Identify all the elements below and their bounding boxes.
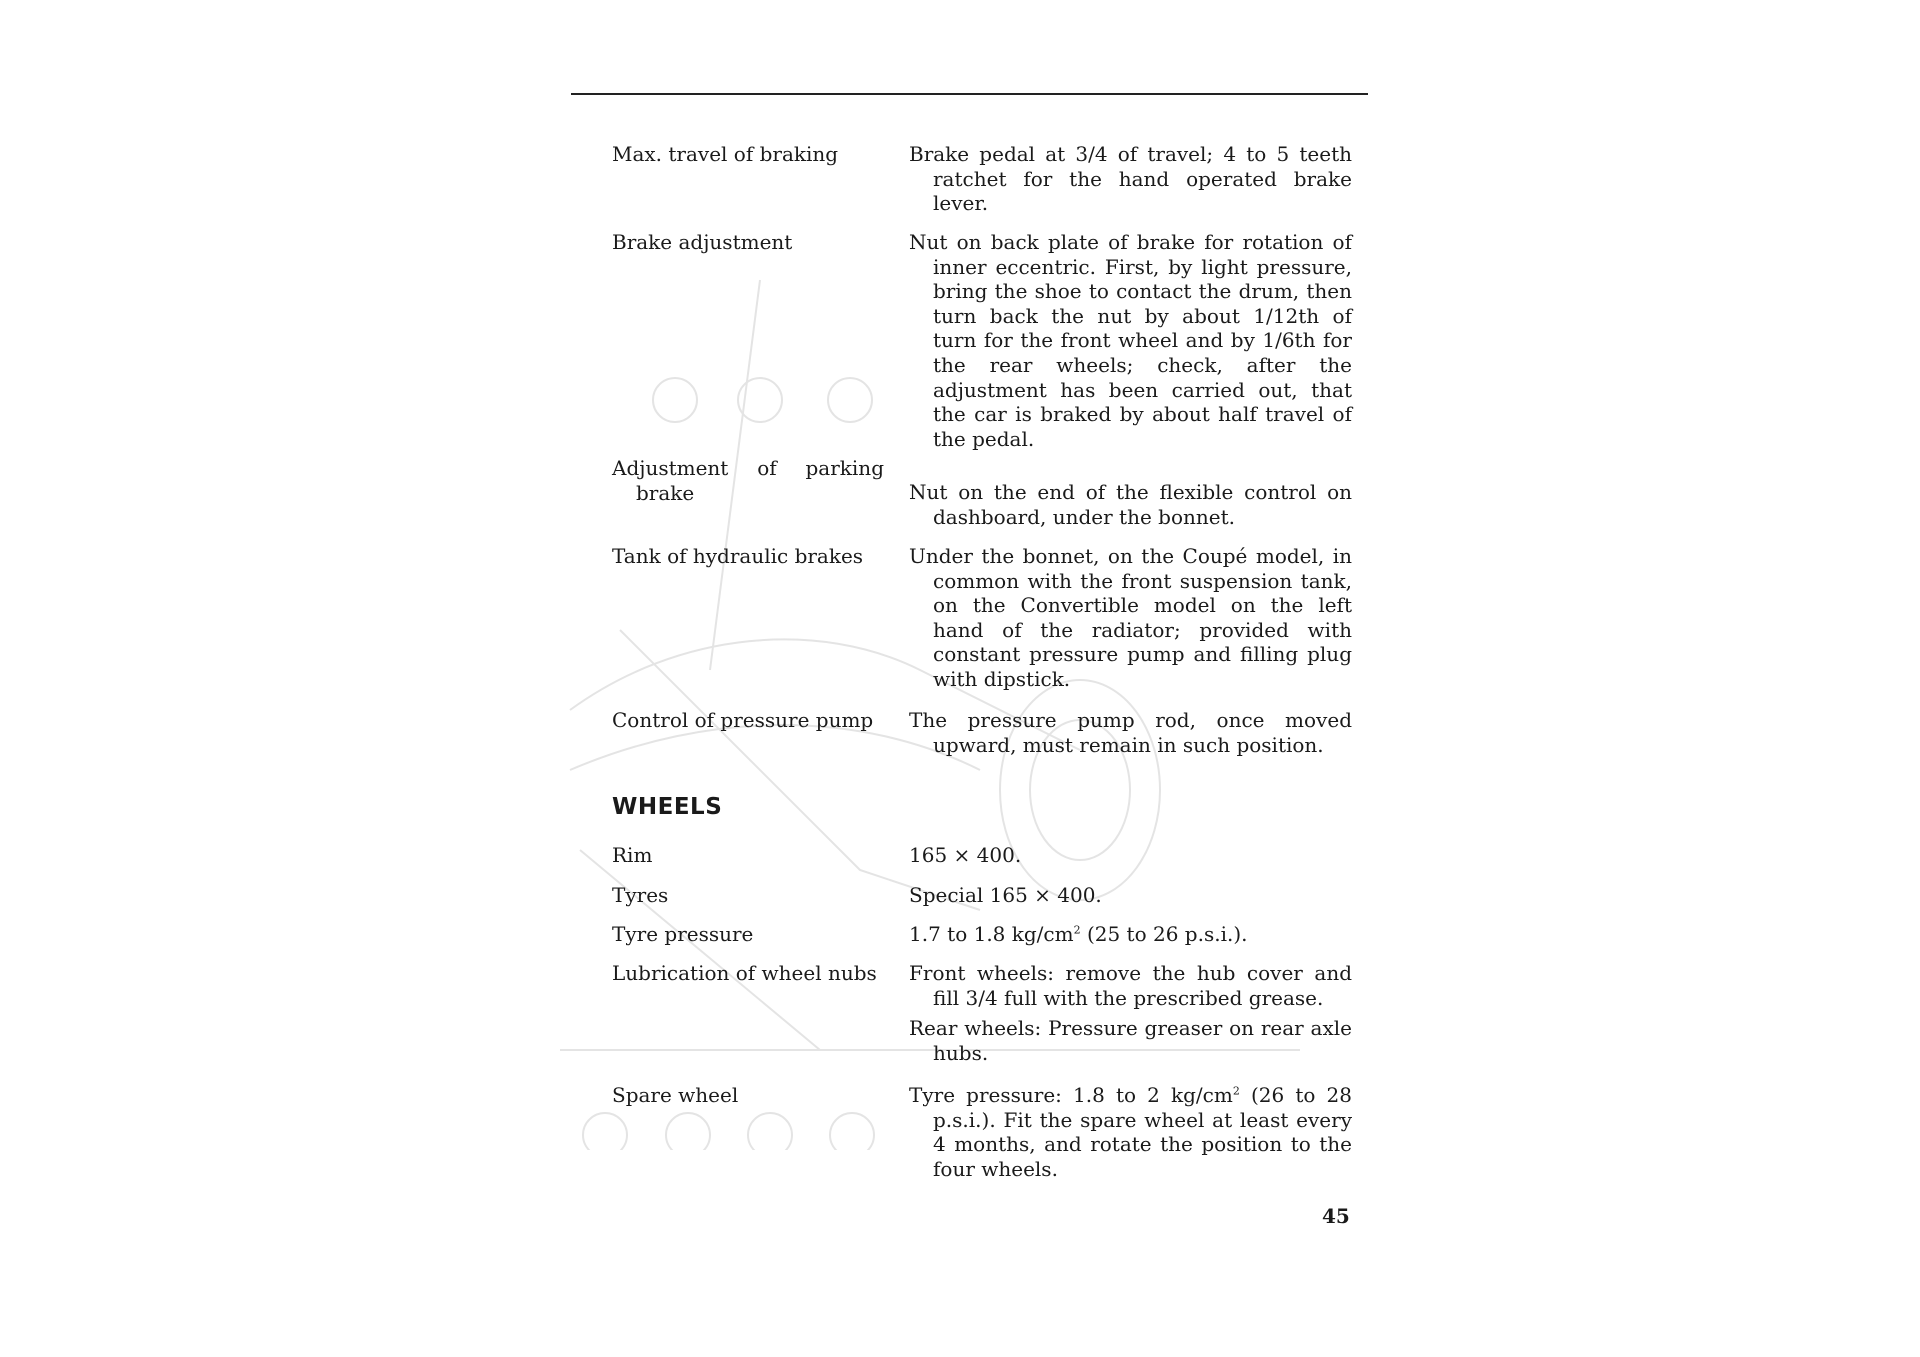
spec-label: Tyre pressure [612, 922, 754, 946]
rear-wheels-note: Rear wheels: Pressure greaser on rear axle hubs. [909, 1016, 1352, 1065]
spec-value [909, 1083, 1352, 1181]
spec-label: Max. travel of braking [612, 142, 839, 166]
value-text: (26 to 28 p.s.i.). Fit the spare wheel at least every 4 months, and rotate the position to the four wheels. [933, 1083, 1352, 1181]
spec-label: Control of pressure pump [612, 708, 874, 732]
spec-value: Special 165 × 400. [909, 883, 1102, 907]
spec-label: Lubrication of wheel nubs [612, 961, 877, 985]
spec-label: Spare wheel [612, 1083, 739, 1107]
value-text: Tyre pressure: 1.8 to 2 kg/cm [909, 1083, 1233, 1107]
spec-value: The pressure pump rod, once moved upward, must remain in such position. [909, 708, 1352, 757]
superscript: 2 [1073, 923, 1081, 937]
spec-label: Rim [612, 843, 653, 867]
spec-label: Tank of hydraulic brakes [612, 544, 864, 568]
spec-value [909, 961, 1352, 1071]
top-rule [571, 93, 1368, 95]
spec-value: Under the bonnet, on the Coupé model, in common with the front suspension tank, on the Convertible model on the left hand of the radiator; provided with constant pressure pump and filling plug with dipstick. [909, 544, 1352, 691]
value-text: (25 to 26 p.s.i.). [1080, 922, 1248, 946]
section-heading-wheels: WHEELS [612, 794, 723, 820]
page-number: 45 [1322, 1204, 1350, 1228]
superscript: 2 [1232, 1084, 1240, 1098]
spec-value: 165 × 400. [909, 843, 1022, 867]
front-wheels-note: Front wheels: remove the hub cover and fill 3/4 full with the prescribed grease. [909, 961, 1352, 1010]
value-text: 1.7 to 1.8 kg/cm [909, 922, 1074, 946]
spec-label: Brake adjustment [612, 230, 793, 254]
spec-value: Nut on the end of the flexible control on dashboard, under the bonnet. [909, 480, 1352, 529]
spec-value [909, 922, 1352, 947]
spec-label: Adjustment of parking brake [612, 456, 884, 505]
spec-value: Nut on back plate of brake for rotation of inner eccentric. First, by light pressure, bring the shoe to contact the drum, then turn back the nut by about 1/12th of turn for the front wheel and by 1/6th for the rear wheels; check, after the adjustment has been carried out, that the car is braked by about half travel of the pedal. [909, 230, 1352, 451]
spec-label: Tyres [612, 883, 669, 907]
spec-value: Brake pedal at 3/4 of travel; 4 to 5 teeth ratchet for the hand operated brake lever. [909, 142, 1352, 216]
